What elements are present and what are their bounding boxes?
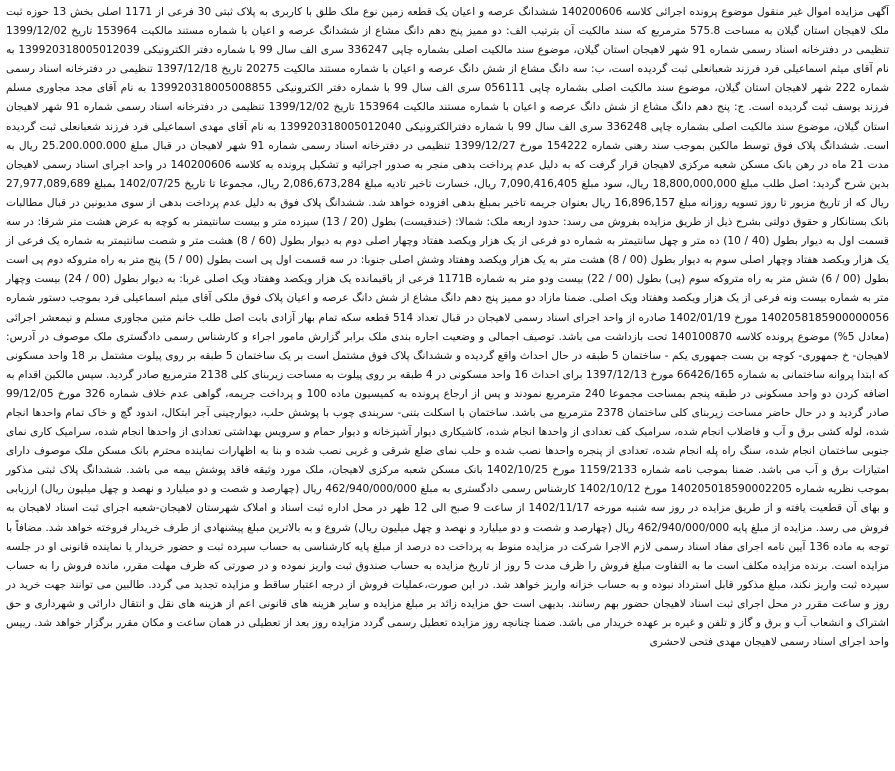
notice-body-text: آگهی مزایده اموال غیر منقول موضوع پرونده اجرائی کلاسه 140200606 ششدانگ عرصه و اعیان یک قطعه زمین نوع ملک طلق با کاربری به پلاک ثبتی 30 فرعی از 1171 اصلی بخش 13 حوزه ثبت ملک لاهیجان استان گیلان به مساحت 575.8 مترمربع که سند مالکیت آن بترتیب الف: دو ممیز پنج دهم دانگ مشاع از ششدانگ عرصه و اعیان با شماره مستند مالکیت 153964 تاریخ 1399/12/02 تنظیمی در دفترخانه اسناد رسمی شماره 91 شهر لاهیجان استان گیلان، موضوع سند مالکیت اصلی بشماره چاپی 336247 سری الف سال 99 با شماره دفتر الکترونیکی 139920318005012039 به نام آقای میثم اسماعیلی فرد فرزند شعبانعلی ثبت گردیده است، ب: سه دانگ مشاع از شش دانگ عرصه و اعیان با شماره مستند مالکیت 20275 تاریخ 1397/12/18 تنظیمی در دفترخانه اسناد رسمی شماره 222 شهر لاهیجان استان گیلان، موضوع سند مالکیت اصلی بشماره چاپی 056111 سری الف سال 99 با شماره دفتر الکترونیکی 139920318005008855 به نام آقای مجد مجاوری مسلم فرزند یوسف ثبت گردیده است. ج: پنج دهم دانگ مشاع از شش دانگ عرصه و اعیان با شماره مستند مالکیت 153964 تاریخ 1399/12/02 تنظیمی در دفترخانه اسناد رسمی شماره 91 شهر لاهیجان استان گیلان، موضوع سند مالکیت اصلی بشماره چاپی 336248 سری الف سال 99 با شماره دفترالکترونیکی 139920318005012040 به نام آقای مهدی اسماعیلی فرد فرزند شعبانعلی ثبت گردیده است. ششدانگ پلاک فوق توسط مالکین بموجب سند رهنی شماره 154222 مورخ 1399/12/27 تنظیمی در دفترخانه اسناد رسمی شماره 91 شهر لاهیجان در قبال مبلغ 25.200.000.000 ریال به مدت 21 ماه در رهن بانک مسکن شعبه مرکزی لاهیجان قرار گرفت که به دلیل عدم پرداخت بدهی منجر به صدور اجرائیه و تشکیل پرونده به کلاسه 140200606 در واحد اجرای اسناد رسمی لاهیجان بدین شرح گردید: اصل طلب مبلغ 18,800,000,000 ریال، سود مبلغ 7,090,416,405 ریال، خسارت تاخیر تادیه مبلغ 2,086,673,284 ریال، مجموعا تا تاریخ 1402/07/25 بمبلغ 27,977,089,689 ریال که از تاریخ مزبور تا روز تسویه روزانه مبلغ 16,896,157 ریال بعنوان جریمه تاخیر بمبلغ بدهی افزوده خواهد شد. ششدانگ پلاک فوق به دلیل عدم پرداخت بدهی از سوی مدیونین در قبال مطالبات بانک بستانکار و حقوق دولتی بشرح ذیل از طریق مزایده بفروش می رسد: حدود اربعه ملک: شمالا: (خندقیست) بطول (20 / 13) سیزده متر و بیست سانتیمتر به کوچه به عرض هشت متر شرقا: در سه قسمت اول به دیوار بطول (40 / 10) ده متر و چهل سانتیمتر به شماره دو فرعی از یک هزار ویکصد هفتاد وچهار اصلی دوم به دیوار بطول (60 / 8) هشت متر و شصت سانتیمتر به شماره یک فرعی از یک هزار ویکصد هفتاد وچهار اصلی سوم به دیوار بطول (00 / 8) هشت متر به یک هزار ویکصد وهفتاد وشش اصلی جنوبا: در سه قسمت اول پی است بطول (00 / 5) پنج متر به راه متروکه دوم پی است بطول (00 / 6) شش متر به راه متروکه سوم (پی) بطول (00 / 22) بیست ودو متر به شماره 1171B فرعی از باقیمانده یک هزار ویکصد وهفتاد ویک اصلی غربا: به دیوار بطول (00 / 24) بیست وچهار متر به شماره بیست ونه فرعی از یک هزار ویکصد وهفتاد ویک اصلی. ضمنا مازاد دو ممیز پنج دهم دانگ مشاع از شش دانگ عرصه و اعیان پلاک فوق ملکی آقای میثم اسماعیلی فرد بموجب دستور شماره 1402058185900000056 مورخ 1402/01/19 صادره از واحد اجرای اسناد رسمی لاهیجان در قبال تعداد 514 قطعه سکه تمام بهار آزادی بابت اصل طلب خانم متین مجاوری مسلم و نیمعشر اجرائی (معادل 5%) موضوع پرونده کلاسه 140100870 تحت بازداشت می باشد. توصیف اجمالی و وضعیت اجاره بندی ملک برابر گزارش مامور اجراء و کارشناس رسمی دادگستری ملک موصوف در آدرس: لاهیجان- خ جمهوری- کوچه بن بست جمهوری یکم - ساختمان 5 طبقه در حال احداث واقع گردیده و ششدانگ پلاک فوق مشتمل است بر یک ساختمان 5 طبقه بر روی پیلوت مشتمل بر 18 واحد مسکونی که ابتدا پروانه ساختمانی به شماره 66426/165 مورخ 1397/12/13 برای احداث 16 واحد مسکونی در 4 طبقه بر روی پیلوت به مساحت زیربنای کلی 2138 مترمربع صادر گردید. سپس مالکین اقدام به اضافه کردن دو واحد مسکونی در طبقه پنجم بمساحت مجموعا 240 مترمربع نمودند و پس از ارجاع پرونده به کمیسیون ماده 100 و پرداخت جریمه، گواهی عدم خلاف شماره 326 مورخ 99/12/05 صادر گردید و در حال حاضر مساحت زیربنای کلی ساختمان 2378 مترمربع می باشد. ساختمان با اسکلت بتنی- سربندی چوب با پوشش حلب، دیوارچینی آجر ابتکال، اندود گچ و خاک تمام واحدها انجام شده، لوله کشی برق و آب و فاضلاب انجام شده، سرامیک کف تعدادی از واحدها انجام شده، کاشیکاری دیوار آشپزخانه و دیوار حمام و سرویس بهداشتی تعدادی از واحدها انجام شده، سرامیک کاری نمای جنوبی ساختمان انجام شده، سنگ راه پله انجام شده، تعدادی از پنجره واحدها نصب شده و حلب نمای ضلع شرقی و غربی نصب شده و بنا به اظهارات نماینده محترم بانک مسکن ملک موصوف دارای امتیازات برق و آب می باشد. ضمنا بموجب نامه شماره 1159/2133 مورخ 1402/10/25 بانک مسکن شعبه مرکزی لاهیجان، ملک مورد وثیقه فاقد پوشش بیمه می باشد. ششدانگ پلاک ثبتی مذکور بموجب نظریه شماره 140205018590002205 مورخ 1402/10/12 کارشناس رسمی دادگستری به مبلغ 462/940/000/000 ریال (چهارصد و شصت و دو میلیارد و نهصد و چهل میلیون ریال) ارزیابی و بهای آن قطعیت یافته و از طریق مزایده در روز سه شنبه مورخه 1402/11/17 از ساعت 9 صبح الی 12 ظهر در محل اداره ثبت اسناد و املاک شهرستان لاهیجان-شعبه اجرای ثبت اسناد لاهیجان به فروش می رسد. مزایده از مبلغ پایه 462/940/000/000 ریال (چهارصد و شصت و دو میلیارد و نهصد و چهل میلیون ریال) شروع و به بالاترین مبلغ پیشنهادی از طرف خریدار فروخته خواهد شد. مضافاً با توجه به ماده 136 آیین نامه اجرای مفاد اسناد رسمی لازم الاجرا شرکت در مزایده منوط به پرداخت ده درصد از مبلغ پایه کارشناسی به حساب سپرده ثبت و حضور خریدار یا نماینده قانونی او در جلسه مزایده است. برنده مزایده مکلف است ما به التفاوت مبلغ فروش را ظرف مدت 5 روز از تاریخ مزایده به حساب صندوق ثبت واریز نموده و در صورتی که ظرف مهلت مقرر، مانده فروش را به حساب سپرده ثبت واریز نکند، مبلغ مذکور قابل استرداد نبوده و به حساب خزانه واریز خواهد شد. در این صورت،عملیات فروش از درجه اعتبار ساقط و مزایده تجدید می گردد. طالبین می توانند جهت خرید در روز و ساعت مقرر در محل اجرای ثبت اسناد لاهیجان حضور بهم رسانند. بدیهی است حق مزایده زائد بر مبلغ مزایده و سایر هزینه های قانونی اعم از هزینه های نقل و انتقال دارائی و شهرداری و حق اشتراک و انشعاب آب و برق و گاز و تلفن و غیره بر عهده خریدار می باشد. ضمنا چنانچه روز مزایده تعطیل رسمی گردد مزایده روز بعد از تعطیلی در همان ساعت و مکان مقرر برگزار خواهد شد. رییس واحد اجرای اسناد رسمی لاهیجان مهدی فتحی لاحشری	[6, 6, 890, 649]
